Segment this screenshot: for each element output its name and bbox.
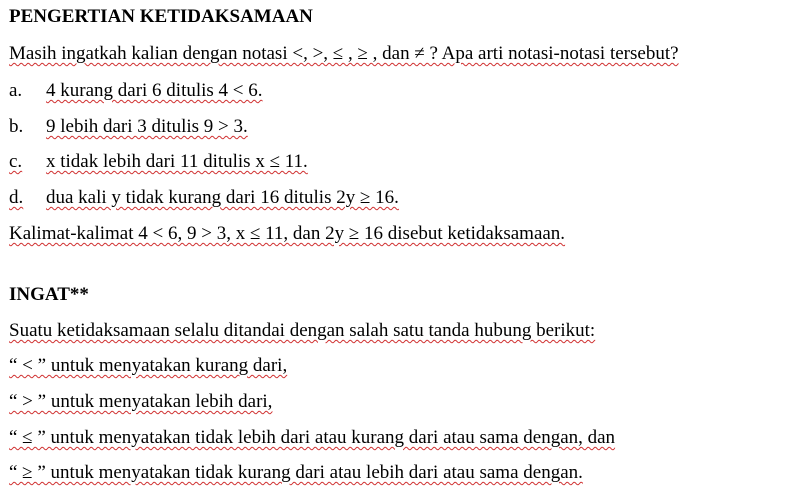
list-marker: d. [9, 187, 24, 208]
list-marker: c. [9, 151, 23, 172]
list-marker: a. [9, 80, 23, 101]
list-item-a [9, 80, 263, 102]
notation-question: Masih ingatkah kalian dengan notasi <, >, ≤ , ≥ , dan ≠ ? Apa arti notasi-notasi tersebut? [9, 43, 679, 64]
section-title-pengertian: PENGERTIAN KETIDAKSAMAAN [9, 6, 313, 27]
list-item-text: 4 kurang dari 6 ditulis 4 < 6. [46, 80, 263, 101]
list-item-text: x tidak lebih dari 11 ditulis x ≤ 11. [46, 151, 308, 172]
rule-greater-or-equal: “ ≥ ” untuk menyatakan tidak kurang dari atau lebih dari atau sama dengan. [9, 462, 583, 483]
rule-less-or-equal: “ ≤ ” untuk menyatakan tidak lebih dari atau kurang dari atau sama dengan, dan [9, 427, 616, 448]
list-item-c [9, 151, 308, 173]
list-item-d [9, 187, 399, 209]
conclusion-sentence: Kalimat-kalimat 4 < 6, 9 > 3, x ≤ 11, dan 2y ≥ 16 disebut ketidaksamaan. [9, 223, 566, 244]
section-title-ingat: INGAT** [9, 284, 89, 305]
rule-greater-than: “ > ” untuk menyatakan lebih dari, [9, 391, 273, 412]
list-item-text: dua kali y tidak kurang dari 16 ditulis 2y ≥ 16. [46, 187, 399, 208]
list-item-b [9, 116, 248, 138]
rule-less-than: “ < ” untuk menyatakan kurang dari, [9, 355, 288, 376]
list-marker: b. [9, 116, 24, 137]
rules-intro: Suatu ketidaksamaan selalu ditandai dengan salah satu tanda hubung berikut: [9, 320, 596, 341]
list-item-text: 9 lebih dari 3 ditulis 9 > 3. [46, 116, 248, 137]
